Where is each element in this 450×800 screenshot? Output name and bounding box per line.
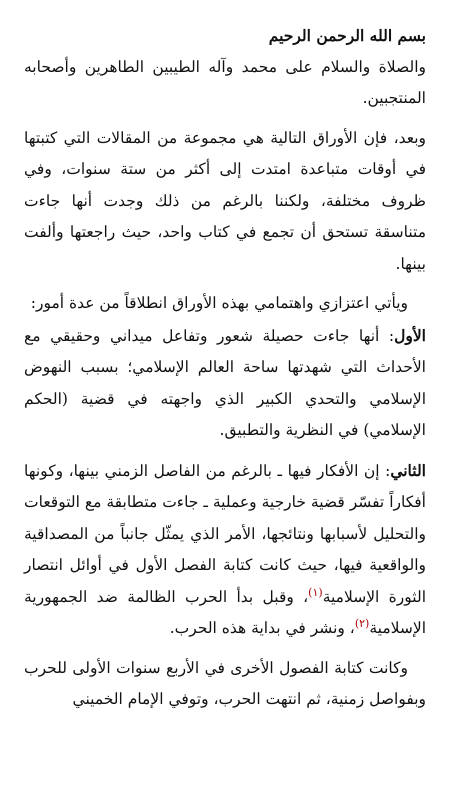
second-reason-text-b: ، وقبل بدأ الحرب الظالمة ضد الجمهورية الإسلامية bbox=[24, 587, 426, 637]
footnote-ref-2[interactable]: (٢) bbox=[354, 616, 370, 630]
second-reason-paragraph bbox=[24, 455, 426, 645]
second-reason-text-a: : إن الأفكار فيها ـ بالرغم من الفاصل الزمني بينها، وكونها أفكاراً تفسّر قضية خارجية وعملية ـ جاءت متطابقة مع التوقعات والتحليل لأسبابها ونتائجها، الأمر الذي يمثّل جانباً من المصداقية والواقعية فيها، حيث كانت كتابة الفصل الأول في أوائل انتصار الثورة الإسلامية bbox=[24, 461, 426, 606]
footnote-ref-1[interactable]: (١) bbox=[308, 585, 323, 599]
introduction-paragraph: وبعد، فإن الأوراق التالية هي مجموعة من المقالات التي كتبتها في أوقات متباعدة امتدت إلى أكثر من ستة سنوات، وفي ظروف مختلفة، ولكننا بالرغم من ذلك وجدت أنها جاءت متناسقة تستحق أن تجمع في كتاب واحد، حيث راجعتها وألفت بينها. bbox=[24, 128, 426, 273]
first-reason-text: : أنها جاءت حصيلة شعور وتفاعل ميداني وحقيقي مع الأحداث التي شهدتها ساحة العالم الإسلامي؛ بسبب النهوض الإسلامي والتحدي الكبير الذي واجهته في قضية (الحكم الإسلامي) في النظرية والتطبيق. bbox=[24, 326, 426, 439]
later-chapters-paragraph: وكانت كتابة الفصول الأخرى في الأربع سنوات الأولى للحرب وبفواصل زمنية، ثم انتهت الحرب، وتوفي الإمام الخميني bbox=[24, 658, 426, 708]
basmala-heading: بسم الله الرحمن الرحيم bbox=[268, 26, 426, 45]
second-reason-term: الثاني bbox=[390, 460, 426, 480]
first-reason-term: الأول bbox=[394, 325, 426, 345]
first-reason-paragraph bbox=[24, 320, 426, 447]
second-reason-text-c: ، ونشر في بداية هذه الحرب. bbox=[169, 619, 355, 637]
reasons-intro-paragraph: ويأتي اعتزازي واهتمامي بهذه الأوراق انطلاقاً من عدة أمور: bbox=[30, 294, 408, 312]
opening-paragraph: والصلاة والسلام على محمد وآله الطيبين الطاهرين وأصحابه المنتجبين. bbox=[24, 57, 426, 107]
